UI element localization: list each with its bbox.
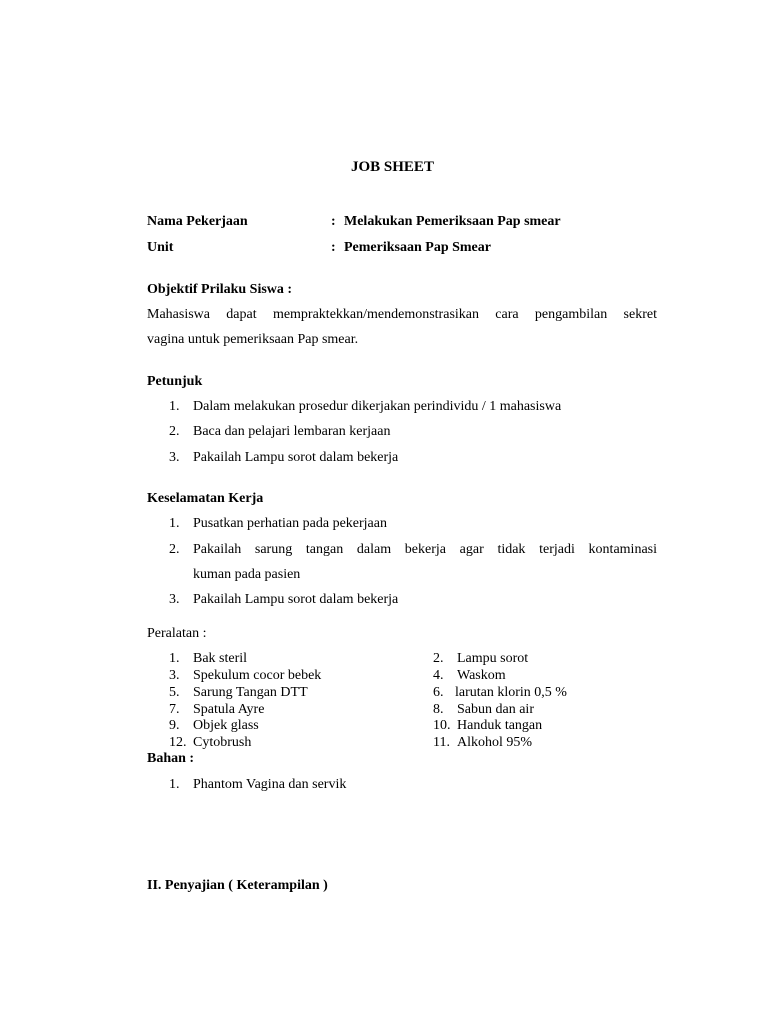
petunjuk-heading: Petunjuk — [147, 374, 203, 389]
list-item-number: 7. — [169, 702, 180, 717]
list-item-number: 2. — [169, 424, 180, 439]
list-item-number: 9. — [169, 718, 180, 733]
section-heading: II. Penyajian ( Keterampilan ) — [147, 878, 328, 893]
header-value-nama-pekerjaan: Melakukan Pemeriksaan Pap smear — [344, 214, 561, 229]
list-item-number: 4. — [433, 668, 444, 683]
list-item-number: 3. — [169, 450, 180, 465]
list-item-number: 3. — [169, 592, 180, 607]
list-item-number: 8. — [433, 702, 444, 717]
list-item-number: 2. — [169, 542, 180, 557]
list-item: Pakailah Lampu sorot dalam bekerja — [193, 592, 399, 607]
list-item-number: 3. — [169, 668, 180, 683]
header-label-nama-pekerjaan: Nama Pekerjaan — [147, 214, 248, 229]
list-item: Objek glass — [193, 718, 259, 733]
list-item-continuation: kuman pada pasien — [193, 567, 301, 582]
list-item: Dalam melakukan prosedur dikerjakan perindividu / 1 mahasiswa — [193, 399, 562, 414]
list-item-number: 5. — [169, 685, 180, 700]
list-item: Spatula Ayre — [193, 702, 265, 717]
bahan-heading: Bahan : — [147, 751, 195, 766]
list-item: Phantom Vagina dan servik — [193, 777, 347, 792]
list-item: Cytobrush — [193, 735, 252, 750]
list-item-number: 6. — [433, 685, 444, 700]
list-item-number: 10. — [433, 718, 451, 733]
list-item: Baca dan pelajari lembaran kerjaan — [193, 424, 391, 439]
header-separator: : — [331, 240, 336, 255]
list-item-number: 11. — [433, 735, 450, 750]
list-item: Waskom — [457, 668, 506, 683]
list-item-number: 1. — [169, 651, 180, 666]
objektif-text-line2: vagina untuk pemeriksaan Pap smear. — [147, 332, 359, 347]
list-item-number: 12. — [169, 735, 187, 750]
list-item: Handuk tangan — [457, 718, 543, 733]
list-item: Spekulum cocor bebek — [193, 668, 322, 683]
header-separator: : — [331, 214, 336, 229]
peralatan-heading: Peralatan : — [147, 626, 207, 641]
list-item: Alkohol 95% — [457, 735, 533, 750]
list-item: larutan klorin 0,5 % — [455, 685, 567, 700]
list-item: Bak steril — [193, 651, 248, 666]
list-item-number: 1. — [169, 777, 180, 792]
list-item: Pakailah Lampu sorot dalam bekerja — [193, 450, 399, 465]
list-item: Sarung Tangan DTT — [193, 685, 308, 700]
list-item-number: 1. — [169, 399, 180, 414]
keselamatan-heading: Keselamatan Kerja — [147, 491, 264, 506]
list-item-number: 1. — [169, 516, 180, 531]
list-item-number: 2. — [433, 651, 444, 666]
list-item: Pusatkan perhatian pada pekerjaan — [193, 516, 387, 531]
list-item: Sabun dan air — [457, 702, 534, 717]
list-item: Pakailah sarung tangan dalam bekerja agar tidak terjadi kontaminasi — [193, 542, 657, 557]
page-title: JOB SHEET — [351, 159, 434, 175]
objektif-text-line1: Mahasiswa dapat mempraktekkan/mendemonstrasikan cara pengambilan sekret — [147, 307, 657, 322]
header-label-unit: Unit — [147, 240, 174, 255]
objektif-heading: Objektif Prilaku Siswa : — [147, 282, 293, 297]
list-item: Lampu sorot — [457, 651, 529, 666]
header-value-unit: Pemeriksaan Pap Smear — [344, 240, 491, 255]
